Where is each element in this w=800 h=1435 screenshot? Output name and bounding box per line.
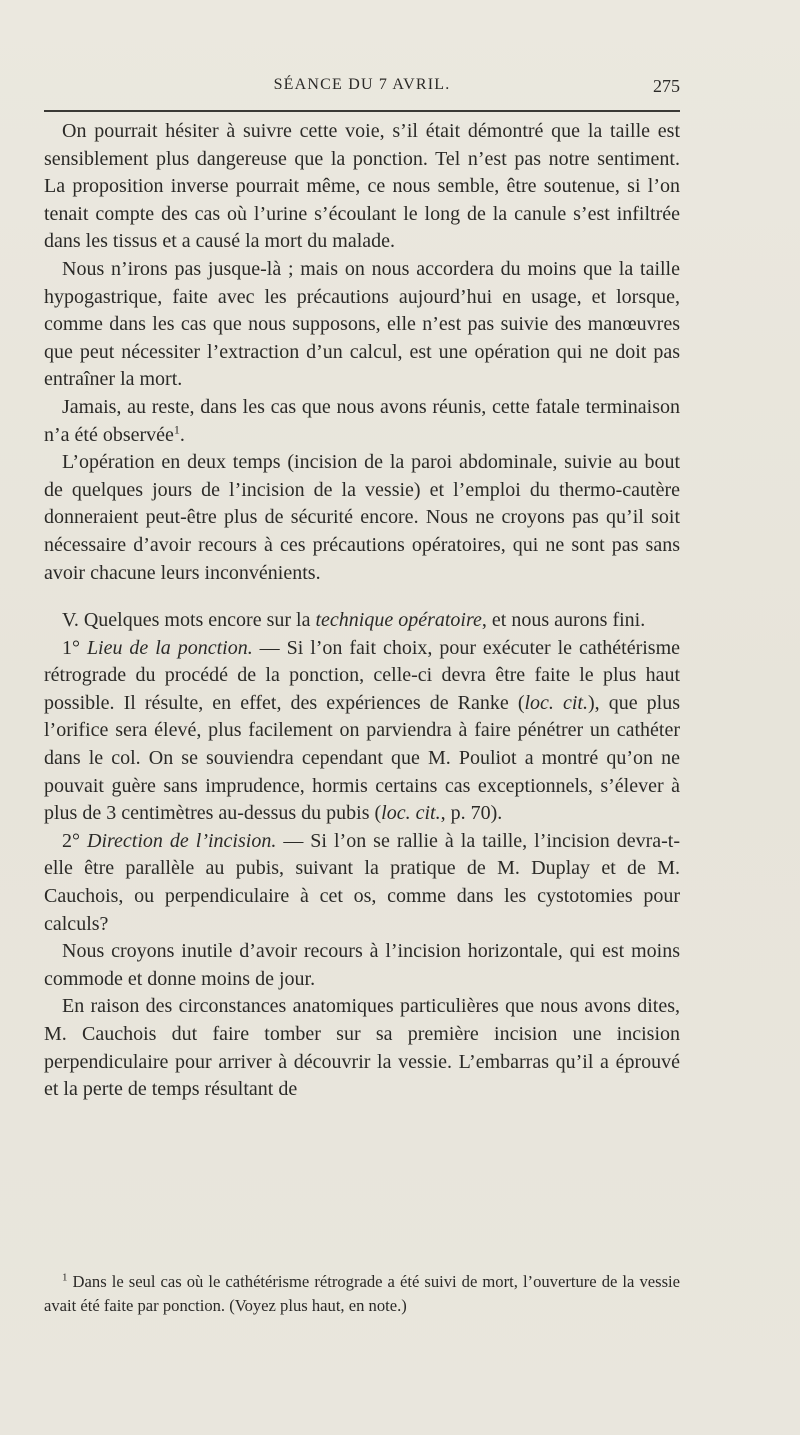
paragraph-text: ), que plus l’orifice sera élevé, plus facilement on parviendra à faire pénétrer un cathéter dans le col. On se souviendra cependant que M. Pouliot a montré qu’on ne pouvait guère sans imprudence, hormis certains cas exceptionnels, s’élever à plus de 3 centimètres au-dessus du pubis (	[44, 691, 680, 825]
citation: loc. cit.	[524, 691, 588, 714]
subheading: Lieu de la ponction.	[86, 636, 253, 659]
footnote-text: Dans le seul cas où le cathétérisme rétrograde a été suivi de mort, l’ouverture de la vessie avait été faite par ponction. (Voyez plus haut, en note.)	[44, 1272, 680, 1315]
paragraph-text: Jamais, au reste, dans les cas que nous avons réunis, cette fatale terminaison n’a été observée	[44, 395, 680, 446]
paragraph-text: V. Quelques mots encore sur la	[62, 609, 316, 632]
paragraph-text: Nous n’irons pas jusque-là ; mais on nous accordera du moins que la taille hypogastrique, faite avec les précautions aujourd’hui en usage, et lorsque, comme dans les cas que nous supposons, elle n’est pas suivie des manœuvres que peut nécessiter l’extraction d’un calcul, est une opération qui ne doit pas entraîner la mort.	[44, 257, 680, 391]
paragraph-text: L’opération en deux temps (incision de la paroi abdominale, suivie au bout de quelques jours de l’incision de la vessie) et l’emploi du thermo-cautère donneraient peut-être plus de sécurité encore. Nous ne croyons pas qu’il soit nécessaire d’avoir recours à ces précautions opératoires, qui ne sont pas sans avoir chacune leurs inconvénients.	[44, 451, 680, 584]
paragraph	[44, 256, 680, 394]
paragraph	[44, 828, 680, 938]
section-paragraph	[44, 607, 680, 635]
header-rule	[44, 110, 680, 112]
paragraph	[44, 993, 680, 1103]
paragraph-text: Nous croyons inutile d’avoir recours à l’incision horizontale, qui est moins commode et donne moins de jour.	[44, 940, 680, 990]
page-number: 275	[653, 76, 680, 96]
footnote-reference: 1	[173, 421, 180, 436]
paragraph-text: , p. 70).	[440, 802, 503, 825]
citation: loc. cit.	[381, 802, 441, 825]
paragraph-text: — Si l’on fait choix, pour exécuter le cathétérisme rétrograde du procédé de la ponction, celle-ci devra être faite le plus haut possible. Il résulte, en effet, des expériences de Ranke (	[44, 636, 681, 714]
emphasis: technique opératoire	[315, 609, 482, 632]
paragraph	[44, 635, 680, 828]
paragraph	[44, 118, 680, 256]
paragraph-text: On pourrait hésiter à suivre cette voie, s’il était démontré que la taille est sensiblement plus dangereuse que la ponction. Tel n’est pas notre sentiment. La proposition inverse pourrait même, ce nous semble, être soutenue, si l’on tenait compte des cas où l’urine s’écoulant le long de la canule s’est infiltrée dans les tissus et a causé la mort du malade.	[44, 120, 680, 253]
body-text	[44, 118, 680, 1104]
item-number: 1°	[62, 636, 87, 659]
running-header	[44, 76, 680, 100]
footnote-mark: 1	[62, 1271, 68, 1284]
paragraph-text: , et nous aurons fini.	[481, 609, 646, 632]
paragraph-text: — Si l’on se rallie à la taille, l’incision devra-t-elle être parallèle au pubis, suivant la pratique de M. Duplay et de M. Cauchois, ou perpendiculaire à cet os, comme dans les cystotomies pour calculs?	[44, 829, 681, 935]
paragraph-text: .	[179, 423, 185, 446]
paragraph	[44, 394, 680, 449]
subheading: Direction de l’incision.	[87, 829, 277, 852]
paragraph-text: En raison des circonstances anatomiques particulières que nous avons dites, M. Cauchois dut faire tomber sur sa première incision une incision perpendiculaire pour arriver à découvrir la vessie. L’embarras qu’il a éprouvé et la perte de temps résultant de	[44, 995, 680, 1101]
item-number: 2°	[62, 829, 87, 852]
paragraph	[44, 938, 680, 993]
paragraph	[44, 449, 680, 587]
running-title: SÉANCE DU 7 AVRIL.	[273, 76, 451, 93]
footnote	[44, 1270, 680, 1318]
